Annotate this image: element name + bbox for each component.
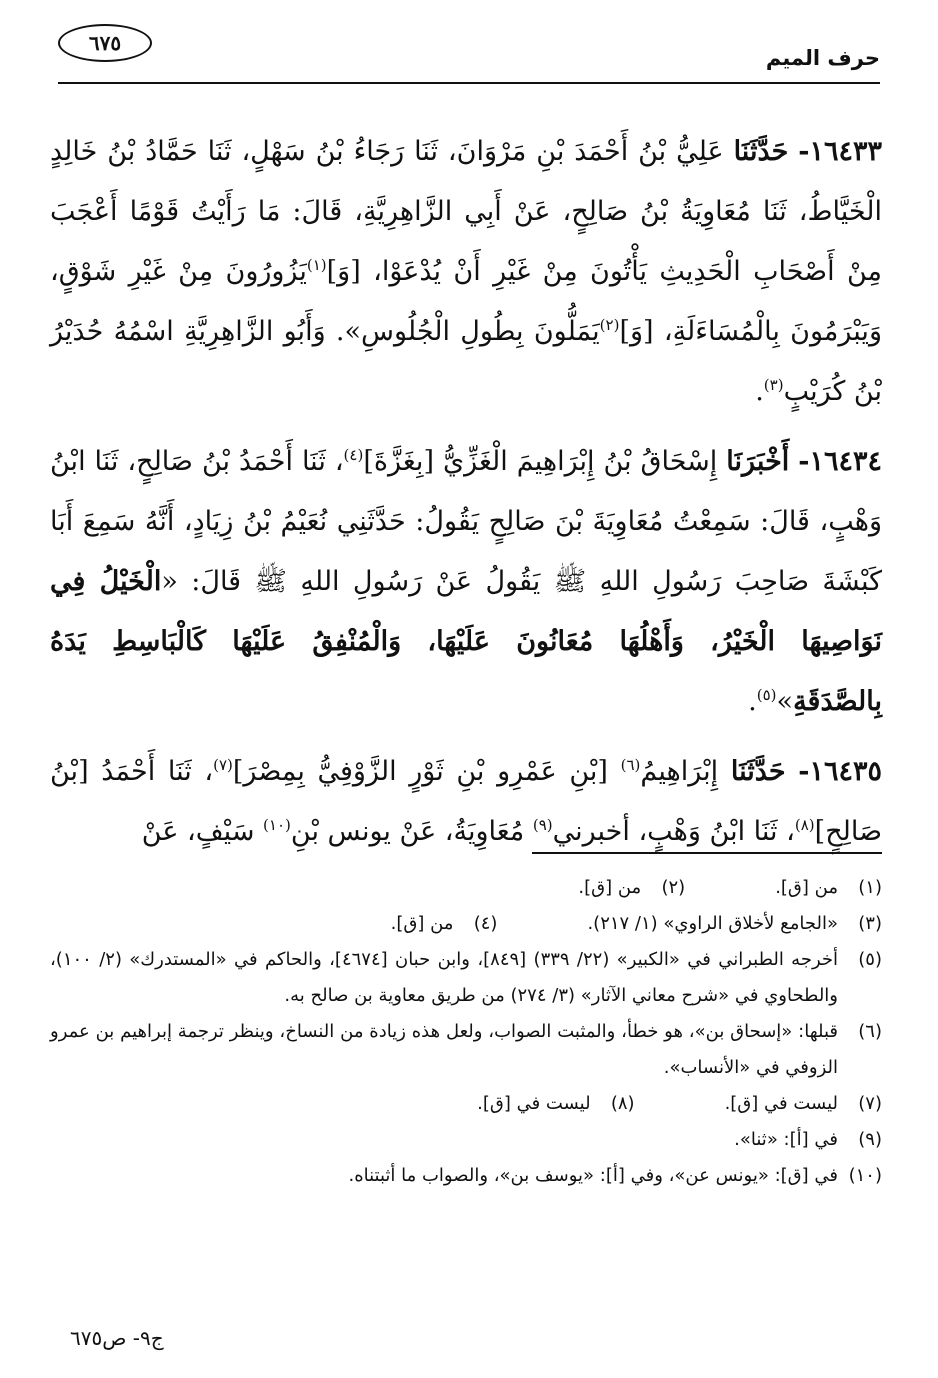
- footnote-number: (٦): [858, 1021, 882, 1042]
- footnote-3: [587, 906, 882, 942]
- hadith-text: عَلِيُّ بْنُ أَحْمَدَ بْنِ مَرْوَانَ، ثَنَا رَجَاءُ بْنُ سَهْلٍ، ثَنَا حَمَّادُ بْنُ خَالِدٍ الْخَيَّاطُ، ثَنَا مُعَاوِيَةُ بْنُ صَالِحٍ، عَنْ أَبِي الزَّاهِرِيَّةِ، قَالَ: مَا رَأَيْتُ قَوْمًا أَعْجَبَ مِنْ أَصْحَابِ الْحَدِيثِ يَأْتُونَ مِنْ غَيْرِ أَنْ يُدْعَوْا، [وَ]: [50, 136, 882, 287]
- footnote-text: من [ق].: [775, 877, 838, 898]
- footnote-4: [391, 906, 498, 942]
- hadith-text: .: [748, 686, 757, 717]
- prophet-saying: الْخَيْلُ فِي نَوَاصِيهَا الْخَيْرُ، وَأَهْلُهَا مُعَانُونَ عَلَيْهَا، وَالْمُنْفِقُ عَلَيْهَا كَالْبَاسِطِ يَدَهُ بِالصَّدَقَةِ: [50, 566, 882, 717]
- footnote-ref[interactable]: (٥): [756, 686, 777, 704]
- footnote-10: [50, 1158, 882, 1194]
- footnote-ref[interactable]: (٣): [763, 376, 784, 394]
- running-header: [58, 38, 880, 82]
- main-text: [50, 122, 882, 872]
- footnote-2: [578, 870, 685, 906]
- hadith-text: ، ثَنَا أَحْمَدُ [بْنُ صَالِحٍ]: [50, 756, 882, 847]
- footnote-row: [50, 1086, 882, 1122]
- footnote-number: (٨): [610, 1093, 635, 1114]
- hadith-text: سَيْفٍ، عَنْ: [141, 816, 255, 847]
- hadith-text: »: [776, 686, 794, 717]
- footnote-number: (٤): [473, 913, 498, 934]
- volume-page-footer: ج٩- ص٦٧٥: [70, 1326, 164, 1350]
- hadith-text: [بْنِ عَمْرِو بْنِ ثَوْرٍ الزَّوْفِيُّ بِمِصْرَ]: [232, 756, 608, 787]
- footnote-row: [50, 906, 882, 942]
- footnote-9: [50, 1122, 882, 1158]
- footnote-ref[interactable]: (٢): [599, 316, 620, 334]
- hadith-number: ١٦٤٣٥-: [798, 756, 882, 787]
- footnote-ref[interactable]: (١٠): [263, 816, 291, 834]
- hadith-text: يَمَلُّونَ بِطُولِ الْجُلُوسِ». وَأَبُو الزَّاهِرِيَّةِ اسْمُهُ حُدَيْرُ بْنُ كُرَيْبٍ: [50, 316, 882, 407]
- hadith-text: مُعَاوِيَةُ، عَنْ يونس بْنِ: [290, 816, 525, 847]
- footnote-row: [50, 870, 882, 906]
- footnote-6: [50, 1014, 882, 1086]
- footnote-ref[interactable]: (٧): [213, 756, 233, 774]
- footnote-text: ليست في [ق].: [724, 1093, 838, 1114]
- footnote-ref[interactable]: (٨): [794, 816, 815, 834]
- hadith-lead-word: حَدَّثَنَا: [730, 756, 786, 787]
- footnote-text: ليست في [ق].: [477, 1093, 591, 1114]
- footnote-number: (٥): [858, 949, 882, 970]
- hadith-text: إِبْرَاهِيمُ: [640, 756, 719, 787]
- hadith-text: ، ثَنَا أَحْمَدُ بْنُ صَالِحٍ، ثَنَا ابْنُ وَهْبٍ، قَالَ: سَمِعْتُ مُعَاوِيَةَ بْنَ صَالِحٍ يَقُولُ: حَدَّثَنِي نُعَيْمُ بْنُ زِيَادٍ، أَنَّهُ سَمِعَ أَبَا كَبْشَةَ صَاحِبَ رَسُولِ اللهِ ﷺ يَقُولُ عَنْ رَسُولِ اللهِ ﷺ قَالَ: «: [50, 446, 882, 597]
- footnote-8: [477, 1086, 634, 1122]
- hadith-text: ، ثَنَا ابْنُ وَهْبٍ، أخبرني: [552, 816, 795, 847]
- footnote-text: من [ق].: [578, 877, 642, 898]
- footnote-1: [775, 870, 882, 906]
- footnote-number: (٣): [858, 913, 882, 934]
- footnote-number: (١): [858, 877, 882, 898]
- footnote-ref[interactable]: (٤): [343, 446, 364, 464]
- footnote-text: من [ق].: [390, 913, 454, 934]
- footnotes: [50, 870, 882, 1194]
- hadith-lead-word: أَخْبَرَنَا: [726, 446, 790, 477]
- hadith-16433: [50, 122, 882, 422]
- footnote-7: [725, 1086, 882, 1122]
- footnote-5: [50, 942, 882, 1014]
- footnote-text: في [ق]: «يونس عن»، وفي [أ]: «يوسف بن»، والصواب ما أثبتناه.: [348, 1165, 838, 1186]
- page-number-badge: ٦٧٥: [58, 24, 152, 62]
- footnote-text: أخرجه الطبراني في «الكبير» (٢٢/ ٣٣٩) [٨٤٩]، وابن حبان [٤٦٧٤]، والحاكم في «المستدرك» (٢/ ١٠٠)، والطحاوي في «شرح معاني الآثار» (٣/ ٢٧٤) من طريق معاوية بن صالح به.: [50, 949, 839, 1006]
- header-rule: [58, 82, 880, 84]
- footnote-number: (١٠): [848, 1165, 882, 1186]
- hadith-number: ١٦٤٣٣-: [798, 136, 882, 167]
- footnote-ref[interactable]: (١): [306, 256, 327, 274]
- footnote-text: قبلها: «إسحاق بن»، هو خطأ، والمثبت الصواب، ولعل هذه زيادة من النساخ، وينظر ترجمة إبراهيم بن عمرو الزوفي في «الأنساب».: [50, 1021, 838, 1078]
- hadith-text: يَزُورُونَ مِنْ غَيْرِ شَوْقٍ، وَيَبْرَمُونَ بِالْمُسَاءَلَةِ، [وَ]: [50, 256, 882, 347]
- footnote-number: (٧): [858, 1093, 882, 1114]
- footnote-ref[interactable]: (٩): [532, 816, 553, 834]
- footnote-text: «الجامع لأخلاق الراوي» (١/ ٢١٧).: [587, 913, 838, 934]
- hadith-text: .: [755, 376, 764, 407]
- footnote-number: (٩): [858, 1129, 882, 1150]
- chapter-title: حرف الميم: [765, 46, 880, 70]
- footnote-text: في [أ]: «ثنا».: [734, 1129, 838, 1150]
- footnote-number: (٢): [661, 877, 686, 898]
- hadith-16435: [50, 742, 882, 862]
- hadith-text: إِسْحَاقُ بْنُ إِبْرَاهِيمَ الْغَزِّيُّ [بِغَزَّةَ]: [363, 446, 718, 477]
- footnote-ref[interactable]: (٦): [620, 756, 641, 774]
- hadith-number: ١٦٤٣٤-: [798, 446, 882, 477]
- hadith-16434: [50, 432, 882, 732]
- hadith-lead-word: حَدَّثَنَا: [733, 136, 789, 167]
- footnote-separator: [532, 852, 882, 854]
